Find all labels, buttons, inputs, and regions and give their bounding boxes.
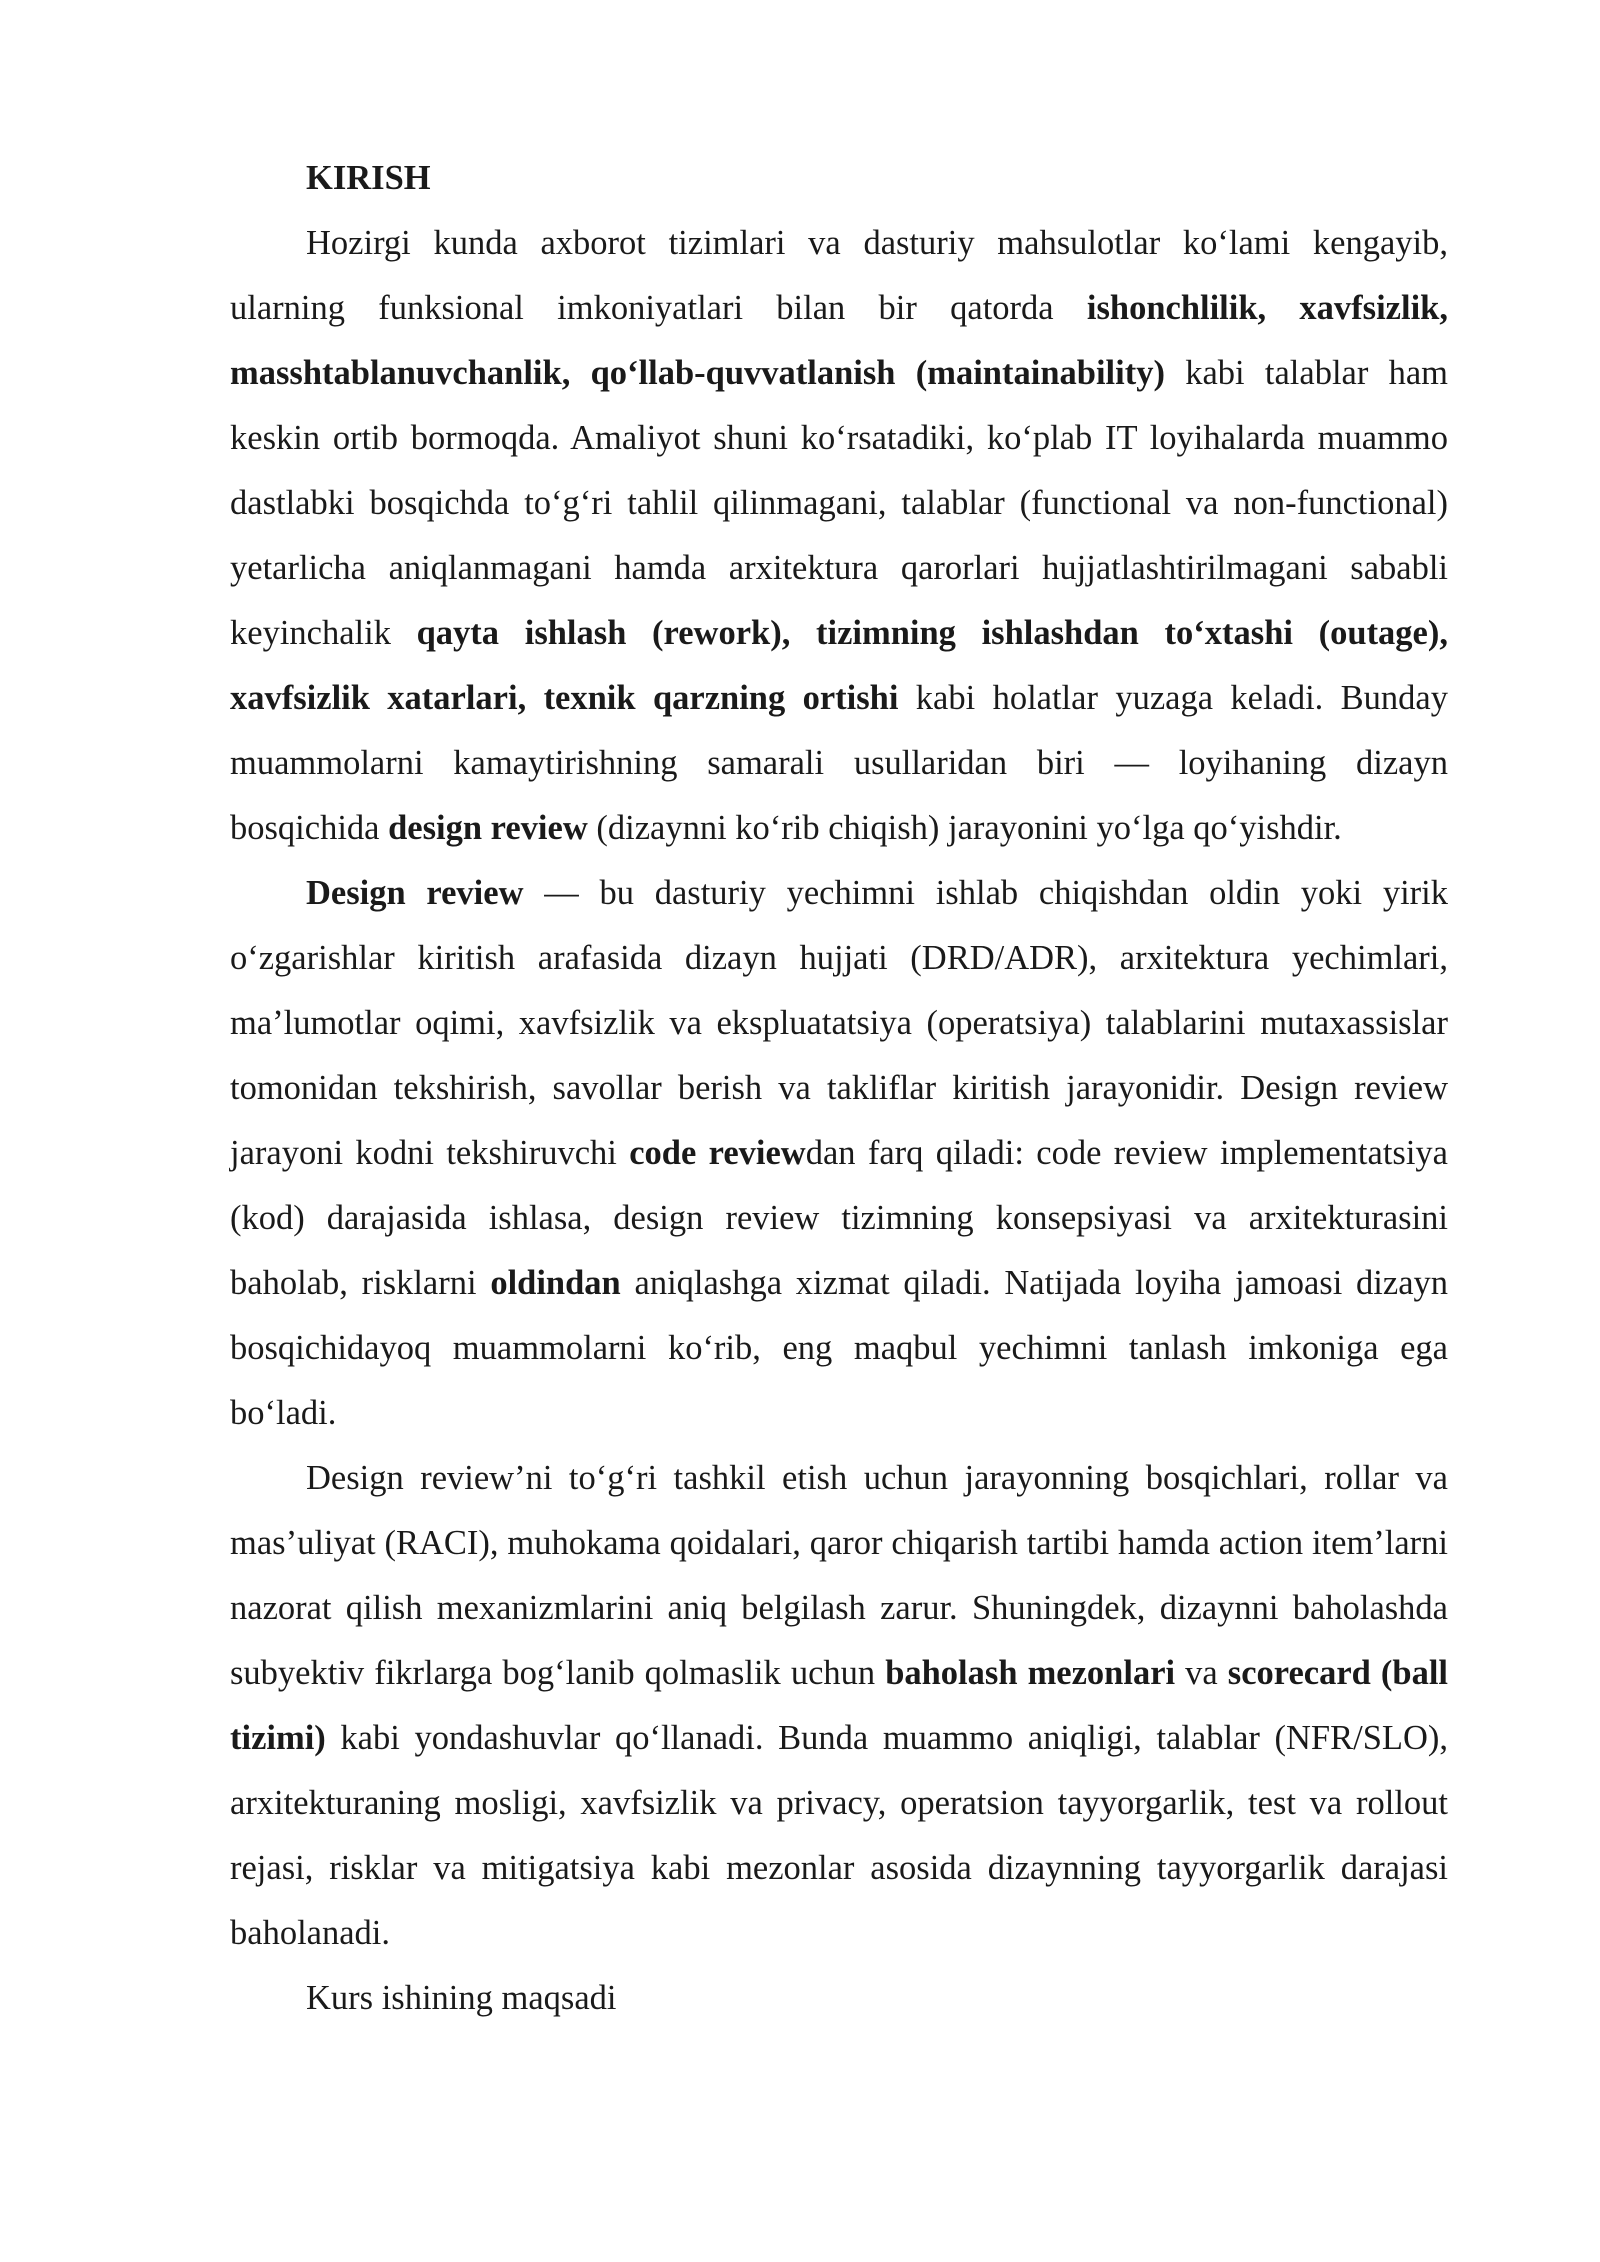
paragraph-3 [230, 1446, 1448, 1966]
bold-term: baholash mezonlari [885, 1654, 1176, 1692]
closing-line: Kurs ishining maqsadi [306, 1979, 617, 2017]
paragraph-1 [230, 211, 1448, 861]
bold-term: Design review [306, 874, 524, 912]
bold-term: oldindan [490, 1264, 621, 1302]
body-text [230, 211, 1448, 1966]
document-page [230, 146, 1448, 2031]
text-run: aniqlashga xizmat qiladi. Natijada loyiha jamoasi dizayn bosqichidayoq muammolarni koʻrib, eng maqbul yechimni tanlash imkoniga ega boʻladi. [230, 1264, 1449, 1432]
text-run: (dizaynni koʻrib chiqish) jarayonini yoʻlga qoʻyishdir. [587, 809, 1342, 847]
text-run: Design review’ni toʻgʻri tashkil etish uchun jarayonning bosqichlari, rollar va mas’uliyat (RACI), muhokama qoidalari, qaror chiqarish tartibi hamda action item’larni nazorat qilish mexanizmlarini aniq belgilash zarur. Shuningdek, dizaynni baholashda subyektiv fikrlarga bogʻlanib qolmaslik uchun [230, 1459, 1448, 1692]
text-run: kabi holatlar yuzaga keladi. Bunday muammolarni kamaytirishning samarali usullaridan biri — loyihaning dizayn bosqichida [230, 679, 1448, 847]
text-run: kabi talablar ham keskin ortib bormoqda. Amaliyot shuni koʻrsatadiki, koʻplab IT loyihalarda muammo dastlabki bosqichda toʻgʻri tahlil qilinmagani, talablar (functional va non-functional) yetarlicha aniqlanmagani hamda arxitektura qarorlari hujjatlashtirilmagani sababli keyinchalik [230, 354, 1449, 652]
text-run: Hozirgi kunda axborot tizimlari va dasturiy mahsulotlar koʻlami kengayib, ularning funksional imkoniyatlari bilan bir qatorda [230, 224, 1448, 327]
section-heading: KIRISH [306, 159, 431, 197]
text-run: — bu dasturiy yechimni ishlab chiqishdan oldin yoki yirik oʻzgarishlar kiritish arafasida dizayn hujjati (DRD/ADR), arxitektura yechimlari, maʼlumotlar oqimi, xavfsizlik va ekspluatatsiya (operatsiya) talablarini mutaxassislar tomonidan tekshirish, savollar berish va takliflar kiritish jarayonidir. Design review jarayoni kodni tekshiruvchi [230, 874, 1448, 1172]
paragraph-2 [230, 861, 1448, 1446]
bold-term: design review [388, 809, 588, 847]
bold-term: qayta ishlash (rework), tizimning ishlashdan toʻxtashi (outage), xavfsizlik xatarlari, texnik qarzning ortishi [230, 614, 1448, 717]
bold-term: code review [629, 1134, 806, 1172]
text-run: dan farq qiladi: code review implementatsiya (kod) darajasida ishlasa, design review tizimning konsepsiyasi va arxitekturasini baholab, risklarni [230, 1134, 1448, 1302]
text-run: kabi yondashuvlar qoʻllanadi. Bunda muammo aniqligi, talablar (NFR/SLO), arxitekturaning mosligi, xavfsizlik va privacy, operatsion tayyorgarlik, test va rollout rejasi, risklar va mitigatsiya kabi mezonlar asosida dizaynning tayyorgarlik darajasi baholanadi. [230, 1719, 1448, 1952]
bold-term: ishonchlilik, xavfsizlik, masshtablanuvchanlik, qoʻllab-quvvatlanish (maintainability) [230, 289, 1448, 392]
text-run: va [1175, 1654, 1228, 1692]
bold-term: scorecard (ball tizimi) [230, 1654, 1448, 1757]
